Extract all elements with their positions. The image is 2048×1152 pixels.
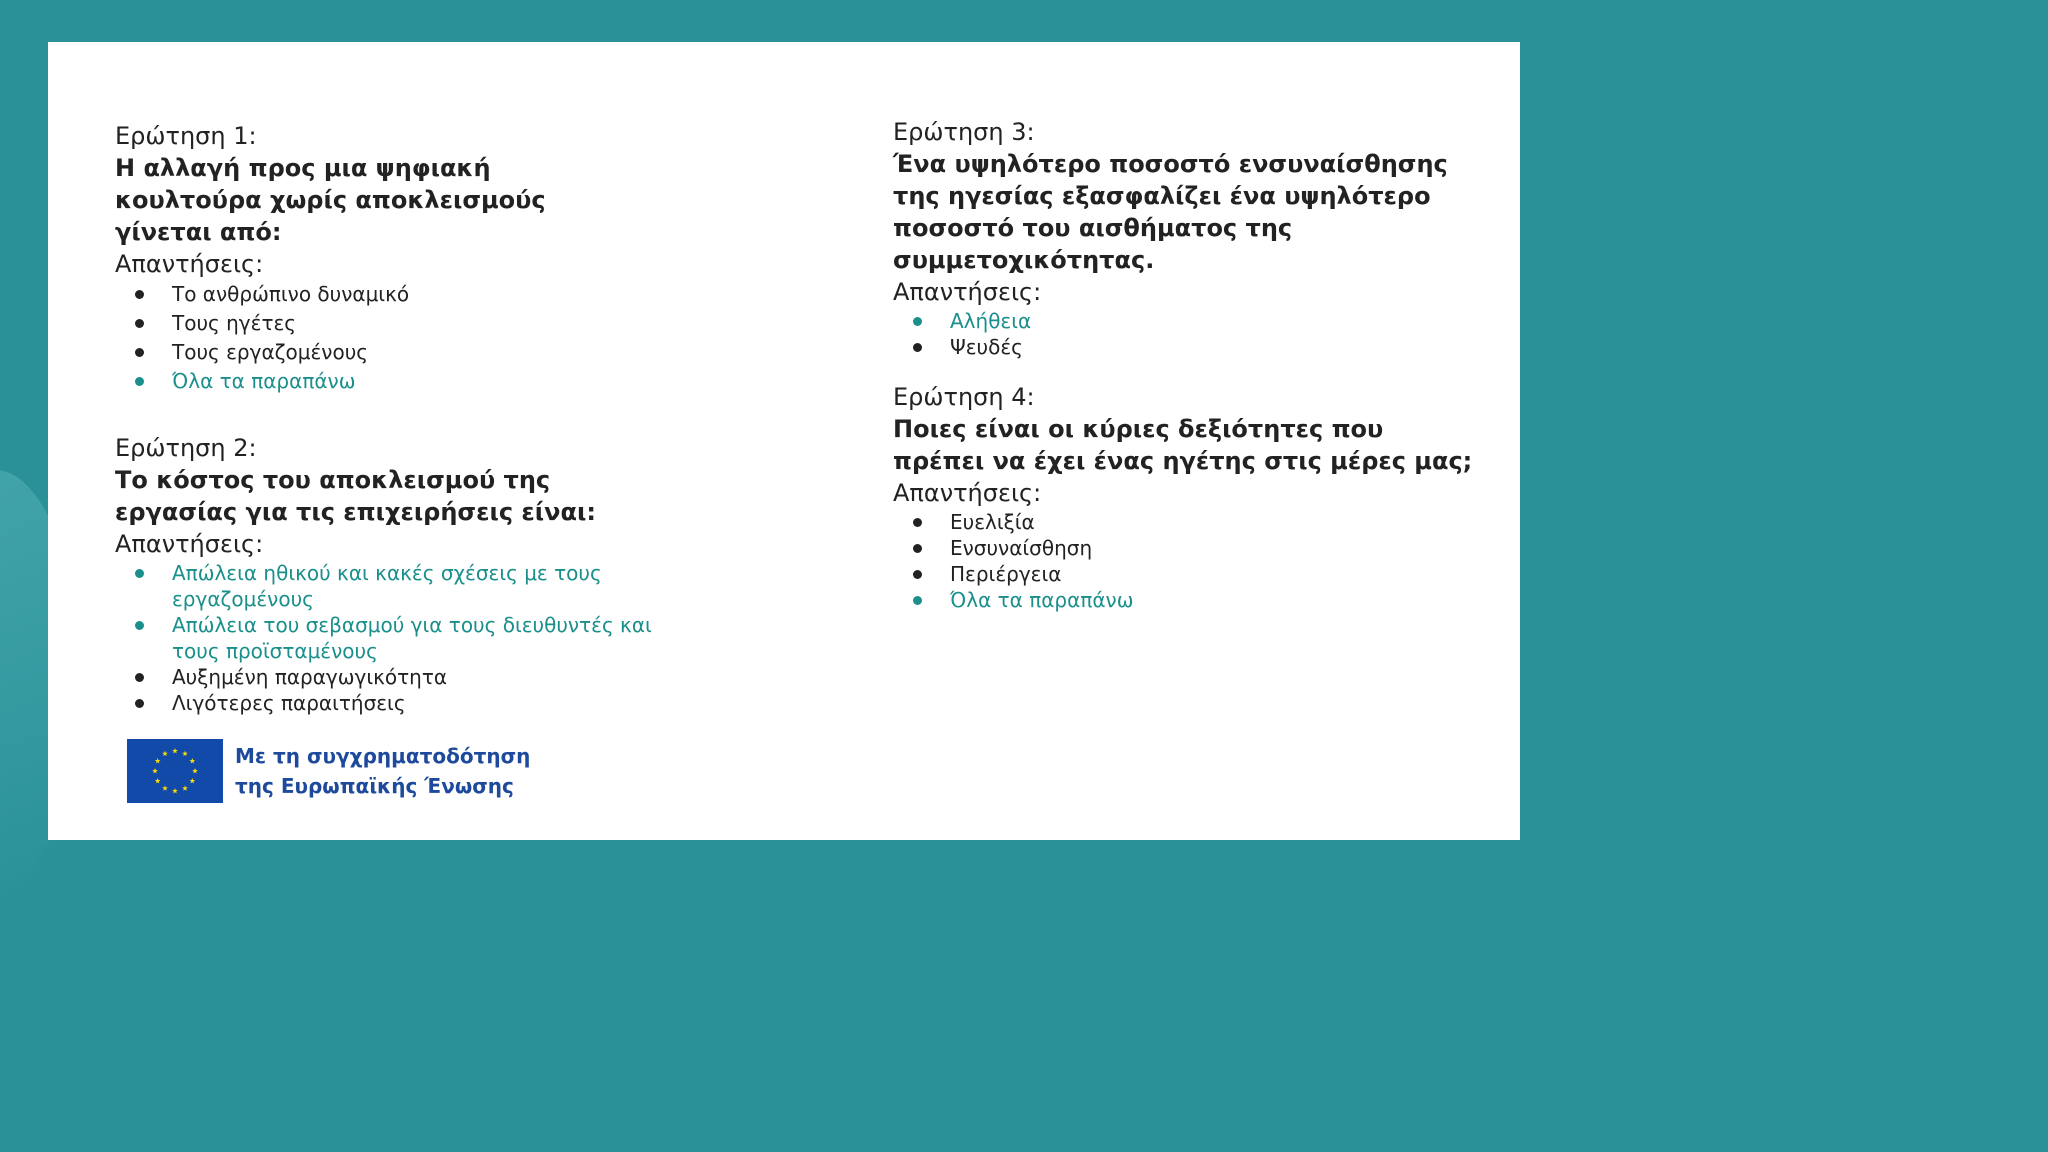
question-label: Ερώτηση 3:: [893, 118, 1035, 146]
answer-item: Αλήθεια: [893, 308, 1473, 334]
eu-star: [155, 778, 161, 783]
answers-label: Απαντήσεις:: [893, 479, 1042, 507]
eu-star: [189, 758, 195, 763]
answer-item: Τους εργαζομένους: [115, 338, 645, 367]
question-text: Ένα υψηλότερο ποσοστό ενσυναίσθησης της ηγεσίας εξασφαλίζει ένα υψηλότερο ποσοστό του αισθήματος της συμμετοχικότητας.: [893, 150, 1448, 274]
answer-item: Τους ηγέτες: [115, 309, 645, 338]
answer-item: Ψευδές: [893, 334, 1473, 360]
answer-item: Απώλεια του σεβασμού για τους διευθυντές και τους προϊσταμένους: [115, 612, 660, 664]
eu-text-line-1: Με τη συγχρηματοδότηση: [235, 744, 531, 768]
answers-label: Απαντήσεις:: [115, 250, 264, 278]
eu-cofunding-text: [235, 741, 575, 801]
question-4: [893, 381, 1473, 613]
eu-text-line-2: της Ευρωπαϊκής Ένωσης: [235, 774, 514, 798]
answer-item: Περιέργεια: [893, 561, 1473, 587]
eu-flag-icon: [127, 739, 223, 803]
eu-star: [172, 788, 178, 793]
slide: [48, 42, 1520, 840]
answer-list: [893, 308, 1473, 360]
answer-item: Ευελιξία: [893, 509, 1473, 535]
eu-star: [172, 748, 178, 753]
answer-item: Ενσυναίσθηση: [893, 535, 1473, 561]
question-label: Ερώτηση 1:: [115, 122, 257, 150]
eu-star: [162, 751, 168, 756]
answer-list: [115, 280, 645, 396]
eu-star: [152, 768, 158, 773]
answers-label: Απαντήσεις:: [893, 278, 1042, 306]
question-1: [115, 120, 645, 396]
question-label: Ερώτηση 4:: [893, 383, 1035, 411]
question-2: [115, 432, 660, 716]
question-3: [893, 116, 1473, 360]
answer-list: [115, 560, 660, 716]
eu-stars: [127, 739, 223, 803]
answer-list: [893, 509, 1473, 613]
answer-item: Το ανθρώπινο δυναμικό: [115, 280, 645, 309]
answer-item: Όλα τα παραπάνω: [893, 587, 1473, 613]
eu-star: [192, 768, 198, 773]
question-text: Η αλλαγή προς μια ψηφιακή κουλτούρα χωρίς αποκλεισμούς γίνεται από:: [115, 154, 546, 246]
eu-star: [155, 758, 161, 763]
question-text: Το κόστος του αποκλεισμού της εργασίας για τις επιχειρήσεις είναι:: [115, 466, 596, 526]
answer-item: Λιγότερες παραιτήσεις: [115, 690, 660, 716]
eu-star: [182, 785, 188, 790]
answers-label: Απαντήσεις:: [115, 530, 264, 558]
question-text: Ποιες είναι οι κύριες δεξιότητες που πρέπει να έχει ένας ηγέτης στις μέρες μας;: [893, 415, 1473, 475]
eu-star: [189, 778, 195, 783]
answer-item: Όλα τα παραπάνω: [115, 367, 645, 396]
eu-star: [182, 751, 188, 756]
answer-item: Αυξημένη παραγωγικότητα: [115, 664, 660, 690]
question-label: Ερώτηση 2:: [115, 434, 257, 462]
eu-star: [162, 785, 168, 790]
answer-item: Απώλεια ηθικού και κακές σχέσεις με τους εργαζομένους: [115, 560, 660, 612]
